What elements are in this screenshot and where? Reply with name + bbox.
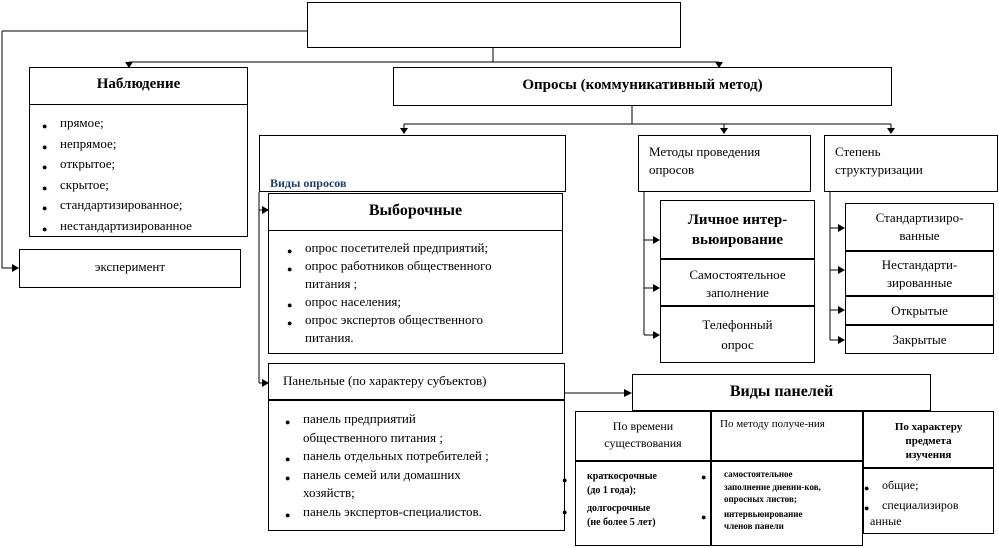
- list-item: ● панель экспертов-специалистов.: [303, 503, 489, 522]
- list-item: ● скрытое;: [60, 175, 192, 196]
- list-item: ● непрямое;: [60, 134, 192, 155]
- structuring-open-label: Открытые: [891, 303, 948, 318]
- methods-title: Методы проведения опросов: [649, 144, 761, 177]
- structuring-closed-label: Закрытые: [892, 332, 947, 347]
- list-item: ● интервьюирование членов панели: [719, 508, 821, 533]
- list-item: ● опрос посетителей предприятий;: [305, 239, 492, 257]
- list-item: ● краткосрочные (до 1 года);: [580, 470, 657, 498]
- observation-title: Наблюдение: [96, 76, 181, 92]
- list-item: ● самостоятельное заполнение дневни-ков, опросных листов;: [719, 468, 821, 506]
- panel-col1-header: По времени существования: [604, 419, 682, 450]
- structuring-standardized-label: Стандартизиро- ванные: [875, 210, 964, 243]
- sample-title: Выборочные: [368, 202, 463, 219]
- structuring-nonstandardized-label: Нестандарти- зированные: [881, 257, 958, 290]
- methods-box: [638, 135, 811, 192]
- structuring-standardized-box: [845, 203, 994, 251]
- sample-box: [268, 193, 563, 354]
- panel-types-box: [632, 374, 931, 411]
- list-item: ● общие;: [882, 477, 959, 493]
- panel-col2-header-box: [711, 411, 863, 461]
- panel-list: [303, 410, 489, 521]
- list-item: ● панель предприятий общественного питания ;: [303, 410, 489, 447]
- panel-types-title: Виды панелей: [729, 383, 834, 400]
- structuring-title: Степень структуризации: [835, 144, 923, 177]
- panel-list-box: [268, 400, 565, 531]
- experiment-box: [19, 249, 241, 288]
- method-personal-box: [660, 200, 815, 259]
- method-phone-box: [660, 306, 815, 363]
- structuring-nonstandardized-box: [845, 251, 994, 296]
- survey-types-box: [259, 135, 566, 192]
- panel-col1-header-box: [575, 411, 711, 461]
- panel-col2-header: По методу получе-ния: [720, 418, 825, 430]
- surveys-box: [393, 67, 892, 106]
- experiment-label: эксперимент: [94, 259, 166, 274]
- list-item: ● опрос экспертов общественного питания.: [305, 311, 492, 347]
- survey-types-label: Виды опросов: [270, 176, 347, 190]
- structuring-closed-box: [845, 325, 994, 354]
- panel-col1-list: [587, 470, 657, 530]
- panel-title: Панельные (по характеру субъектов): [283, 373, 487, 388]
- list-item: ● стандартизированное;: [60, 195, 192, 216]
- top-box: [307, 2, 681, 48]
- structuring-open-box: [845, 296, 994, 325]
- observation-list: [60, 113, 192, 236]
- panel-col2-body-box: [711, 461, 863, 546]
- list-item: ● опрос работников общественного питания ;: [305, 257, 492, 293]
- method-phone-label: Телефонный опрос: [702, 317, 773, 352]
- list-item: ● нестандартизированное: [60, 216, 192, 237]
- panel-col3-header: По характеру предмета изучения: [894, 421, 963, 461]
- list-item: ● опрос населения;: [305, 293, 492, 311]
- observation-box: [29, 67, 248, 237]
- surveys-title: Опросы (коммуникативный метод): [522, 77, 763, 93]
- panel-col1-body-box: [575, 461, 711, 546]
- method-self-box: [660, 259, 815, 306]
- list-item: ● открытое;: [60, 154, 192, 175]
- panel-col3-header-box: [863, 411, 994, 468]
- sample-list: [305, 239, 492, 347]
- list-item: ● специализиров анные: [882, 497, 959, 529]
- list-item: ● прямое;: [60, 113, 192, 134]
- method-personal-label: Личное интер- вьюирование: [687, 212, 788, 248]
- list-item: ● долгосрочные (не более 5 лет): [580, 502, 657, 530]
- panel-col3-list: [870, 477, 959, 529]
- observation-divider: [30, 104, 247, 105]
- panel-col3-body-box: [863, 468, 994, 534]
- method-self-label: Самостоятельное заполнение: [689, 267, 786, 300]
- structuring-box: [824, 135, 998, 192]
- panel-title-box: [268, 363, 565, 400]
- list-item: ● панель отдельных потребителей ;: [303, 447, 489, 466]
- panel-col2-list: [724, 468, 821, 533]
- sample-divider: [269, 230, 562, 231]
- list-item: ● панель семей или домашних хозяйств;: [303, 466, 489, 503]
